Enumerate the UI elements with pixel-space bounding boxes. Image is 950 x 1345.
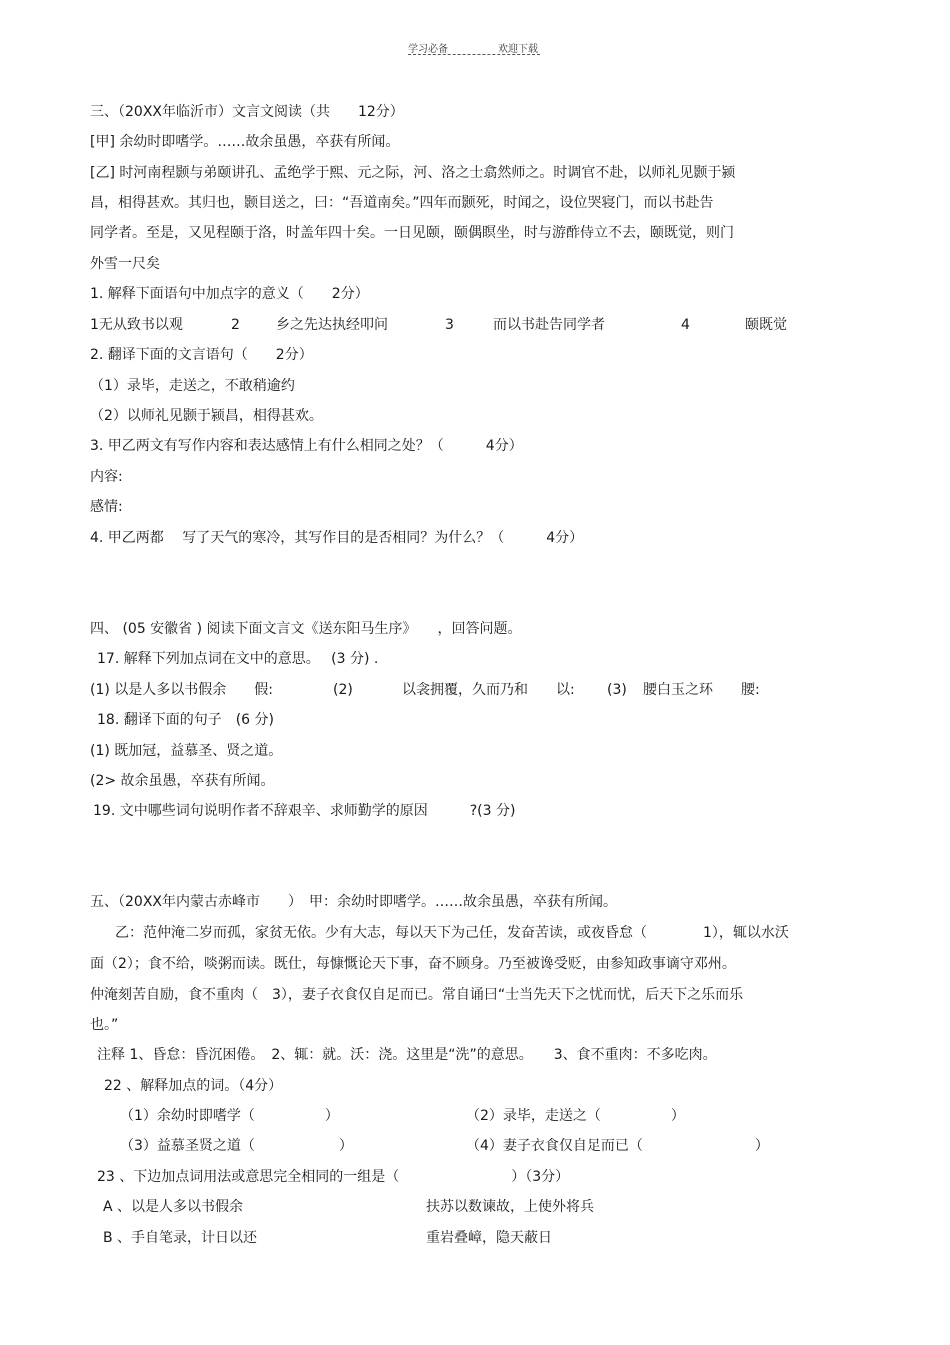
s4-q17-item-3: 腰白玉之环 腰: — [643, 682, 760, 698]
s3-question-4: 4. 甲乙两都 写了天气的寒冷，其写作目的是否相同？为什么？（ 4分） — [90, 530, 584, 546]
s5-text-yi-line4: 也。” — [90, 1017, 119, 1033]
s5-q23-option-a-right: 扶苏以数谏故，上使外将兵 — [426, 1199, 594, 1215]
s4-q17-num-3: (3) — [607, 682, 627, 698]
s3-question-1-items — [90, 316, 850, 334]
s3-q3-emotion-label: 感情: — [90, 499, 123, 515]
s3-text-yi-line1: [乙] 时河南程颢与弟颐讲孔、孟绝学于熙、元之际，河、洛之士翕然师之。时调官不赴，以师礼见颢于颍 — [90, 165, 736, 181]
s3-text-jia: [甲] 余幼时即嗜学。……故余虽愚，卒获有所闻。 — [90, 134, 400, 150]
section-3-title: 三、（20XX年临沂市）文言文阅读（共 12分） — [90, 104, 404, 120]
s3-question-2: 2. 翻译下面的文言语句（ 2分） — [90, 347, 313, 363]
s3-q2-sentence-1: （1）录毕，走送之，不敢稍逾约 — [90, 378, 295, 394]
section-4-title: 四、 (05 安徽省 ) 阅读下面文言文《送东阳马生序》 ，回答问题。 — [90, 621, 522, 637]
s3-q1-item-4: 颐既觉 — [745, 317, 787, 333]
s5-text-yi-line2: 面（2）；食不给，啖粥而读。既仕，每慷慨论天下事，奋不顾身。乃至被谗受贬，由参知政事谪守邓州。 — [90, 956, 736, 972]
s5-text-yi-line1: 乙：范仲淹二岁而孤，家贫无依。少有大志，每以天下为己任，发奋苦读，或夜昏怠（ 1），辄以水沃 — [115, 925, 789, 941]
s3-text-yi-line4: 外雪一尺矣 — [90, 256, 160, 272]
header-rule — [408, 54, 540, 55]
s3-text-yi-line2: 昌，相得甚欢。其归也，颢目送之，曰：“吾道南矣。”四年而颢死，时闻之，设位哭寝门，而以书赴告 — [90, 195, 714, 211]
s4-q18-sentence-1: (1) 既加冠，益慕圣、贤之道。 — [90, 743, 283, 759]
s3-q2-sentence-2: （2）以师礼见颢于颍昌，相得甚欢。 — [90, 408, 323, 424]
s5-q22-item-2: （2）录毕，走送之（ ） — [466, 1108, 685, 1124]
s3-q3-content-label: 内容: — [90, 469, 123, 485]
s4-q17-num-2: (2) — [333, 682, 353, 698]
section-5-title: 五、（20XX年内蒙古赤峰市 ） 甲：余幼时即嗜学。……故余虽愚，卒获有所闻。 — [90, 894, 617, 910]
s4-question-18: 18. 翻译下面的句子 (6 分) — [97, 712, 274, 728]
s5-q23-option-b-right: 重岩叠嶂，隐天蔽日 — [426, 1230, 552, 1246]
s4-question-17: 17. 解释下列加点词在文中的意思。 (3 分) . — [97, 651, 379, 667]
s3-q1-item-3: 而以书赴告同学者 — [493, 317, 605, 333]
s3-q1-item-2: 乡之先达执经叩问 — [276, 317, 388, 333]
s3-question-3: 3. 甲乙两文有写作内容和表达感情上有什么相同之处？（ 4分） — [90, 438, 523, 454]
s5-text-yi-line3: 仲淹刻苦自励，食不重肉（ 3），妻子衣食仅自足而已。常自诵曰“士当先天下之忧而忧，后天下之乐而乐 — [90, 987, 744, 1003]
s5-question-22: 22 、解释加点的词。（4分） — [104, 1078, 283, 1094]
s5-q23-option-b-left: B 、手自笔录，计日以还 — [103, 1230, 258, 1246]
s4-q17-items — [90, 681, 850, 699]
s5-question-23: 23 、下边加点词用法或意思完全相同的一组是（ ）（3分） — [97, 1169, 570, 1185]
s4-q18-sentence-2: (2> 故余虽愚，卒获有所闻。 — [90, 773, 275, 789]
s5-q22-item-1: （1）余幼时即嗜学（ ） — [120, 1108, 339, 1124]
s3-q1-item-1: 1无从致书以观 — [90, 317, 183, 333]
s5-q22-item-4: （4）妻子衣食仅自足而已（ ） — [466, 1138, 769, 1154]
s4-q17-item-1: (1) 以是人多以书假余 假: — [90, 682, 273, 698]
s3-question-1: 1. 解释下面语句中加点字的意义（ 2分） — [90, 286, 369, 302]
s5-annotation: 注释 1、昏怠：昏沉困倦。 2、辄：就。沃：浇。这里是“洗”的意思。 3、食不重肉：不多吃肉。 — [97, 1047, 717, 1063]
s4-q17-item-2: 以衾拥覆，久而乃和 以: — [402, 682, 575, 698]
s5-q22-item-3: （3）益慕圣贤之道（ ） — [120, 1138, 353, 1154]
s4-question-19: 19. 文中哪些词句说明作者不辞艰辛、求师勤学的原因 ?(3 分) — [93, 803, 516, 819]
s3-q1-num-3: 3 — [445, 317, 454, 333]
s3-text-yi-line3: 同学者。至是，又见程颐于洛，时盖年四十矣。一日见颐，颐偶瞑坐，时与游酢侍立不去，颐既觉，则门 — [90, 225, 734, 241]
header-right: 欢迎下载 — [498, 44, 538, 55]
header-left: 学习必备 — [408, 44, 448, 55]
s5-q23-option-a-left: A 、以是人多以书假余 — [103, 1199, 244, 1215]
s3-q1-num-2: 2 — [231, 317, 240, 333]
s3-q1-num-4: 4 — [681, 317, 690, 333]
